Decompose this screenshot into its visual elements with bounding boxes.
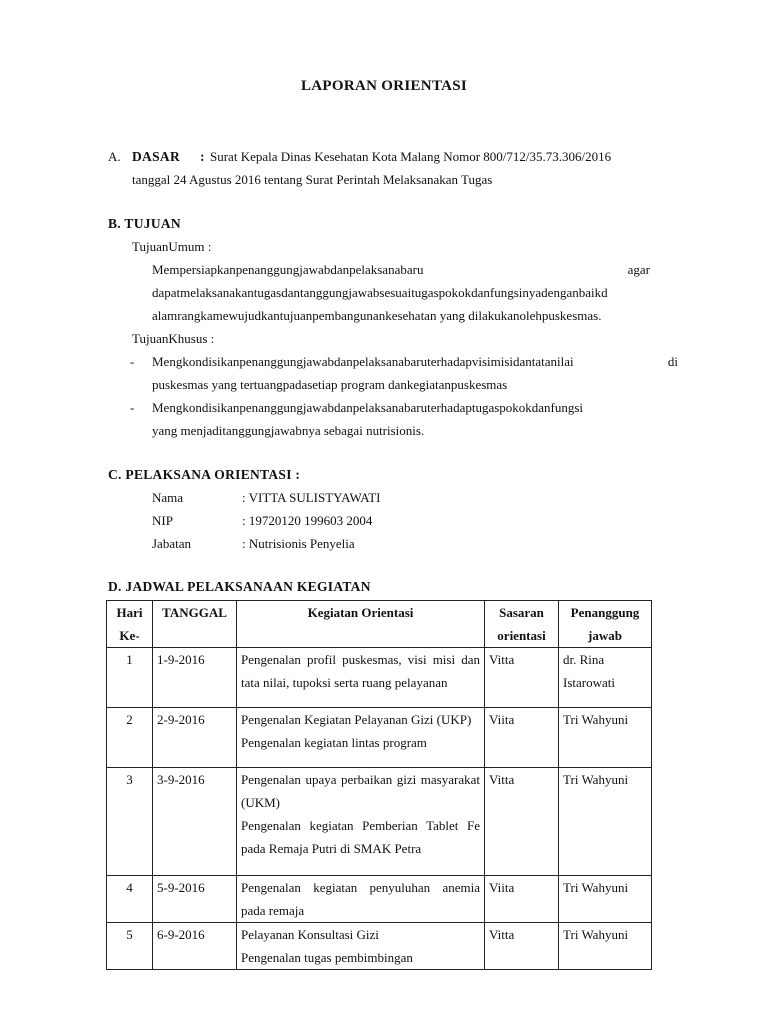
cell-sasaran: Vitta <box>485 648 559 708</box>
pelaksana-label-nip: NIP <box>152 513 173 528</box>
cell-kegiatan-line: Pengenalan upaya perbaikan gizi masyarakat (UKM) <box>241 772 480 810</box>
cell-penanggung-jawab: Tri Wahyuni <box>559 923 652 970</box>
table-row <box>107 876 652 923</box>
cell-penanggung-jawab: Tri Wahyuni <box>559 708 652 768</box>
tujuan-khusus-item2-line1: Mengkondisikanpenanggungjawabdanpelaksanabaruterhadaptugaspokokdanfungsi <box>152 400 584 415</box>
tujuan-umum-line1 <box>152 262 650 278</box>
table-row <box>107 923 652 970</box>
tujuan-khusus-label: TujuanKhusus : <box>132 331 215 346</box>
table-row <box>107 648 652 708</box>
cell-kegiatan-line: Pengenalan kegiatan Pemberian Tablet Fe pada Remaja Putri di SMAK Petra <box>241 818 480 856</box>
tujuan-umum-line2: dapatmelaksanakantugasdantanggungjawabsesuaitugaspokokdanfungsinyadenganbaikd <box>152 285 608 300</box>
pelaksana-label-nama: Nama <box>152 490 184 505</box>
tujuan-umum-label: TujuanUmum : <box>132 239 212 254</box>
col-header-penanggung-jawab: Penanggung jawab <box>559 601 652 648</box>
tujuan-umum-line1-text: Mempersiapkanpenanggungjawabdanpelaksanabaru <box>152 262 424 277</box>
table-row <box>107 768 652 876</box>
cell-kegiatan-line: Pelayanan Konsultasi Gizi <box>241 927 379 942</box>
cell-sasaran: Vitta <box>485 768 559 876</box>
jadwal-table <box>106 600 652 970</box>
jadwal-heading: D. JADWAL PELAKSANAAN KEGIATAN <box>108 579 371 594</box>
cell-penanggung-jawab: dr. Rina Istarowati <box>559 648 652 708</box>
cell-sasaran: Viita <box>485 876 559 923</box>
bullet-dash: - <box>130 400 135 415</box>
dasar-number: A. <box>108 149 121 164</box>
cell-kegiatan <box>237 708 485 768</box>
cell-tanggal: 1-9-2016 <box>153 648 237 708</box>
dasar-colon: : <box>200 149 205 164</box>
pelaksana-value-jabatan: : Nutrisionis Penyelia <box>242 536 355 551</box>
bullet-dash: - <box>130 354 135 369</box>
pelaksana-heading: C. PELAKSANA ORIENTASI : <box>108 467 301 482</box>
document-title: LAPORAN ORIENTASI <box>300 78 468 94</box>
col-header-hari: Hari Ke- <box>107 601 153 648</box>
table-row <box>107 708 652 768</box>
tujuan-umum-line3: alamrangkamewujudkantujuanpembangunankesehatan yang dilakukanolehpuskesmas. <box>152 308 602 323</box>
tujuan-khusus-item1-line1 <box>152 354 678 370</box>
cell-kegiatan <box>237 923 485 970</box>
pelaksana-label-jabatan: Jabatan <box>152 536 191 551</box>
cell-hari: 3 <box>107 768 153 876</box>
cell-hari: 1 <box>107 648 153 708</box>
cell-tanggal: 3-9-2016 <box>153 768 237 876</box>
cell-kegiatan <box>237 768 485 876</box>
cell-kegiatan-line: Pengenalan kegiatan lintas program <box>241 735 427 750</box>
table-header-row <box>107 601 652 648</box>
cell-kegiatan: Pengenalan kegiatan penyuluhan anemia pada remaja <box>237 876 485 923</box>
cell-sasaran: Vitta <box>485 923 559 970</box>
tujuan-khusus-item1-end: di <box>667 354 678 369</box>
col-header-kegiatan: Kegiatan Orientasi <box>237 601 485 648</box>
tujuan-khusus-item1-line2: puskesmas yang tertuangpadasetiap program dankegiatanpuskesmas <box>152 377 508 392</box>
tujuan-umum-line1-end: agar <box>627 262 650 277</box>
col-header-tanggal: TANGGAL <box>153 601 237 648</box>
dasar-text-line2: tanggal 24 Agustus 2016 tentang Surat Perintah Melaksanakan Tugas <box>132 172 493 187</box>
col-header-sasaran: Sasaran orientasi <box>485 601 559 648</box>
cell-sasaran: Viita <box>485 708 559 768</box>
cell-kegiatan-line: Pengenalan tugas pembimbingan <box>241 950 413 965</box>
cell-hari: 5 <box>107 923 153 970</box>
cell-penanggung-jawab: Tri Wahyuni <box>559 876 652 923</box>
tujuan-khusus-item2-line2: yang menjaditanggungjawabnya sebagai nutrisionis. <box>152 423 425 438</box>
dasar-label: DASAR <box>132 149 181 164</box>
cell-kegiatan: Pengenalan profil puskesmas, visi misi dan tata nilai, tupoksi serta ruang pelayanan <box>237 648 485 708</box>
cell-tanggal: 2-9-2016 <box>153 708 237 768</box>
cell-hari: 4 <box>107 876 153 923</box>
cell-hari: 2 <box>107 708 153 768</box>
cell-kegiatan-line: Pengenalan Kegiatan Pelayanan Gizi (UKP) <box>241 712 472 727</box>
dasar-text-line1: Surat Kepala Dinas Kesehatan Kota Malang Nomor 800/712/35.73.306/2016 <box>210 149 612 164</box>
pelaksana-value-nama: : VITTA SULISTYAWATI <box>242 490 381 505</box>
cell-tanggal: 6-9-2016 <box>153 923 237 970</box>
tujuan-heading: B. TUJUAN <box>108 216 181 231</box>
cell-penanggung-jawab: Tri Wahyuni <box>559 768 652 876</box>
pelaksana-value-nip: : 19720120 199603 2004 <box>242 513 373 528</box>
tujuan-khusus-item1-text: Mengkondisikanpenanggungjawabdanpelaksanabaruterhadapvisimisidantatanilai <box>152 354 574 369</box>
cell-tanggal: 5-9-2016 <box>153 876 237 923</box>
